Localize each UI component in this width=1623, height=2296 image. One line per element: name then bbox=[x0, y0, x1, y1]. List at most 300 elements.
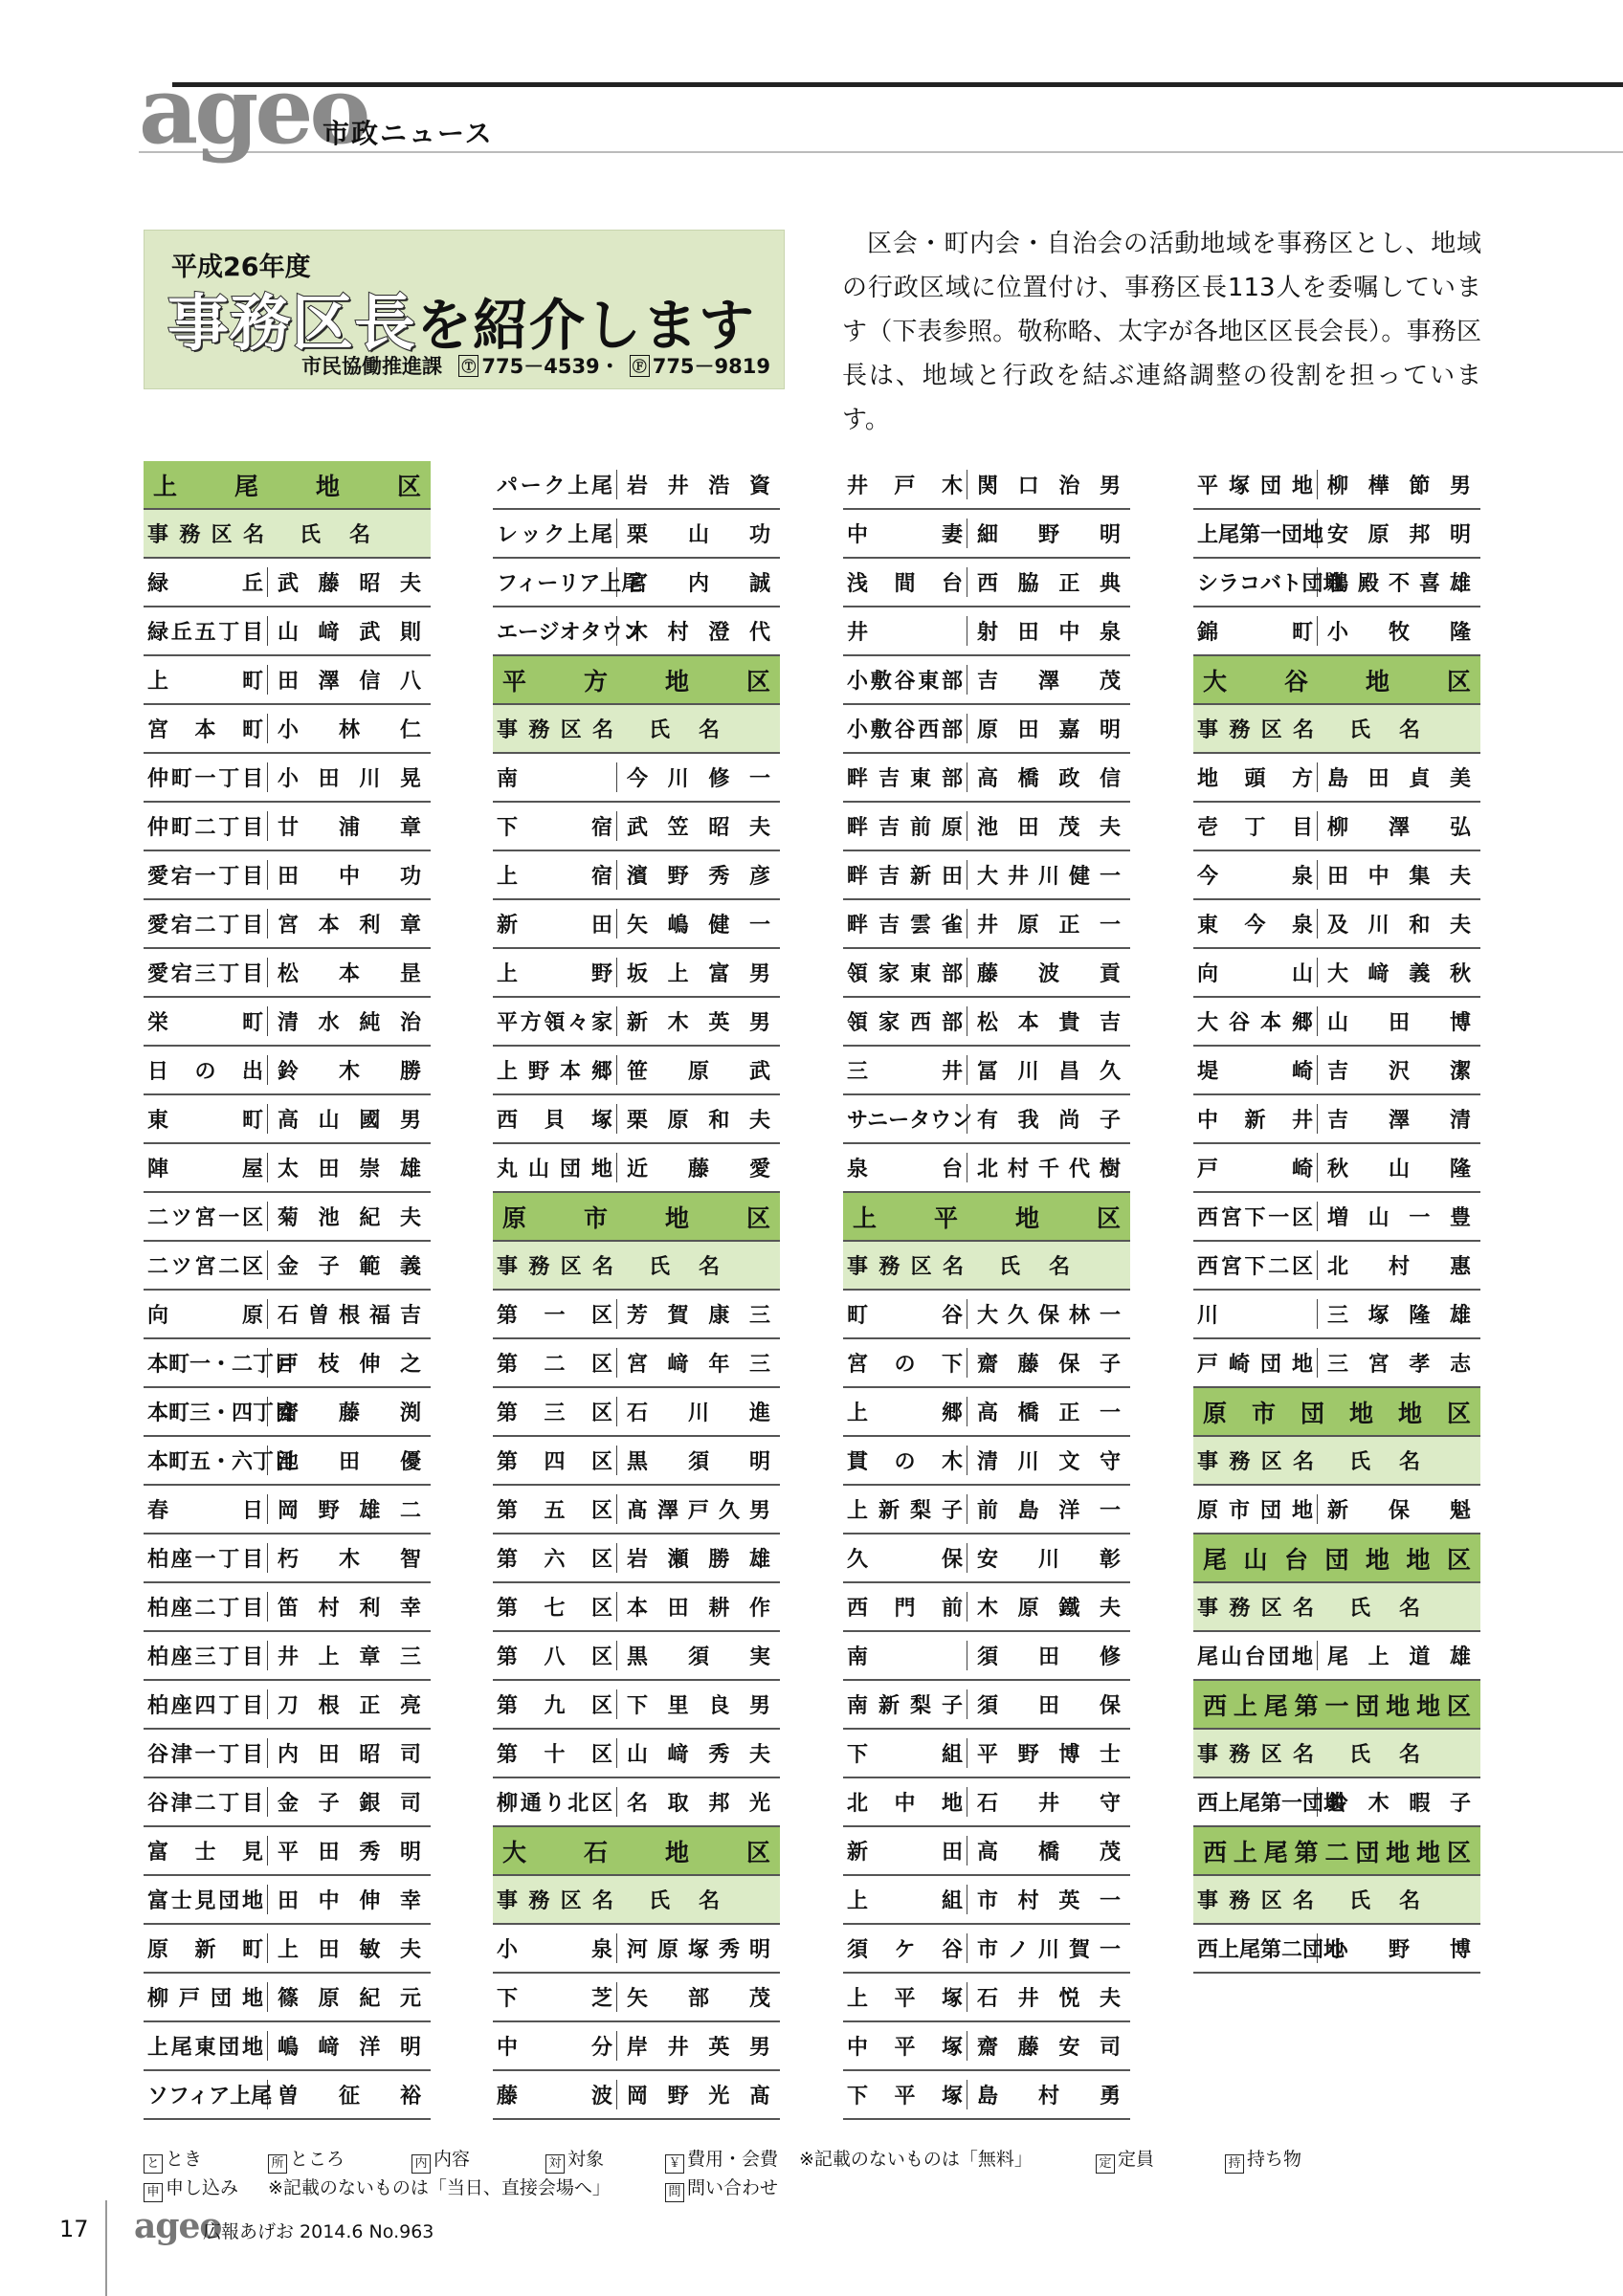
person-name: 池田優 bbox=[278, 1450, 421, 1474]
header-person-name: 氏名 bbox=[1348, 1743, 1449, 1767]
legend-label: 対象 bbox=[567, 2149, 605, 2170]
person-name: 木村澄代 bbox=[627, 621, 770, 645]
area-name: 仲町一丁目 bbox=[144, 762, 268, 792]
table-row bbox=[144, 1827, 431, 1876]
legend-teiin bbox=[1096, 2145, 1154, 2174]
area-name: 上野本郷 bbox=[493, 1055, 617, 1085]
table-row bbox=[493, 1974, 780, 2022]
district-name: 大石地区 bbox=[502, 1838, 770, 1866]
table-row bbox=[144, 803, 431, 851]
person-name: 黒須明 bbox=[627, 1450, 770, 1474]
table-row bbox=[144, 754, 431, 803]
person-name: 前島洋一 bbox=[977, 1499, 1121, 1523]
table-row bbox=[493, 2071, 780, 2120]
table-row bbox=[1193, 949, 1480, 998]
legend-label: 問い合わせ bbox=[687, 2177, 779, 2198]
area-name: 南 bbox=[843, 1641, 967, 1670]
header-area-name: 事務区名 bbox=[1197, 1743, 1314, 1767]
person-name: 岩井浩資 bbox=[627, 475, 770, 498]
area-name: 藤波 bbox=[493, 2080, 617, 2109]
table-row bbox=[144, 2071, 431, 2120]
table-row bbox=[144, 1388, 431, 1437]
area-name: 第八区 bbox=[493, 1641, 617, 1670]
person-name: 冨川昌久 bbox=[977, 1060, 1121, 1084]
person-name: 高山國男 bbox=[278, 1109, 421, 1133]
table-row bbox=[144, 1778, 431, 1827]
area-name: 東今泉 bbox=[1193, 909, 1318, 938]
area-name: フィーリア上尾 bbox=[493, 567, 617, 597]
person-name: 山田博 bbox=[1327, 1011, 1471, 1035]
area-name: 新田 bbox=[843, 1836, 967, 1866]
header-person-name: 氏名 bbox=[1348, 1597, 1449, 1621]
person-name: 高橋政信 bbox=[977, 767, 1121, 791]
header-person-name: 氏名 bbox=[998, 1255, 1099, 1279]
table-row bbox=[843, 1632, 1130, 1681]
table-row bbox=[493, 1534, 780, 1583]
table-column-3 bbox=[843, 461, 1130, 2120]
table-row bbox=[144, 1144, 431, 1193]
hiyou-icon: ￥ bbox=[665, 2154, 684, 2174]
table-row bbox=[1193, 900, 1480, 949]
person-name: 田中功 bbox=[278, 865, 421, 889]
person-name: 曽征裕 bbox=[278, 2085, 421, 2108]
area-name: 第十区 bbox=[493, 1738, 617, 1768]
table-row bbox=[493, 1388, 780, 1437]
table-row bbox=[843, 510, 1130, 559]
table-row bbox=[843, 1730, 1130, 1778]
person-name: 河原塚秀明 bbox=[627, 1938, 770, 1962]
table-row bbox=[843, 607, 1130, 656]
tel-icon: Ⓣ bbox=[458, 355, 478, 377]
area-name: 須ケ谷 bbox=[843, 1933, 967, 1963]
table-row bbox=[493, 1778, 780, 1827]
area-name: 原新町 bbox=[144, 1933, 268, 1963]
person-name: 岩瀬勝雄 bbox=[627, 1548, 770, 1572]
district-name: 原市地区 bbox=[502, 1203, 770, 1232]
table-row bbox=[493, 1486, 780, 1534]
area-name: 本町三・四丁目 bbox=[144, 1397, 268, 1426]
table-row bbox=[843, 2071, 1130, 2120]
table-row bbox=[493, 1681, 780, 1730]
district-name: 上平地区 bbox=[853, 1203, 1121, 1232]
legend-mochimono bbox=[1225, 2145, 1301, 2174]
table-row bbox=[144, 1242, 431, 1291]
column-header-row bbox=[843, 1242, 1130, 1291]
person-name: 笛村利幸 bbox=[278, 1597, 421, 1621]
table-row bbox=[144, 1681, 431, 1730]
person-name: 北村千代樹 bbox=[977, 1158, 1121, 1181]
table-row bbox=[1193, 559, 1480, 607]
area-name: 畔吉新田 bbox=[843, 860, 967, 890]
person-name: 朽木智 bbox=[278, 1548, 421, 1572]
area-name: 北中地 bbox=[843, 1787, 967, 1817]
banner-title-small: を紹介します bbox=[416, 293, 756, 358]
person-name: 田中集夫 bbox=[1327, 865, 1471, 889]
title-banner bbox=[144, 230, 785, 389]
table-row bbox=[1193, 1632, 1480, 1681]
area-name: 愛宕一丁目 bbox=[144, 860, 268, 890]
area-name: 柳通り北区 bbox=[493, 1787, 617, 1817]
mochimono-icon: 持 bbox=[1225, 2154, 1244, 2174]
person-name: 岡野光髙 bbox=[627, 2085, 770, 2108]
table-row bbox=[843, 1144, 1130, 1193]
area-name: 上組 bbox=[843, 1885, 967, 1914]
person-name: 武笠昭夫 bbox=[627, 816, 770, 840]
person-name: 矢部茂 bbox=[627, 1987, 770, 2011]
table-row bbox=[843, 1388, 1130, 1437]
banner-title-big: 事務区長 bbox=[167, 289, 416, 360]
district-header bbox=[1193, 1681, 1480, 1730]
area-name: 中分 bbox=[493, 2031, 617, 2061]
header-area-name: 事務区名 bbox=[1197, 718, 1314, 742]
area-name: 柳戸団地 bbox=[144, 1982, 268, 2012]
area-name: 中妻 bbox=[843, 519, 967, 548]
table-row bbox=[144, 656, 431, 705]
area-name: 井戸木 bbox=[843, 470, 967, 499]
table-row bbox=[1193, 1339, 1480, 1388]
table-row bbox=[843, 1437, 1130, 1486]
header-person-name: 氏名 bbox=[1348, 1889, 1449, 1913]
area-name: 二ツ宮一区 bbox=[144, 1202, 268, 1231]
table-row bbox=[843, 2022, 1130, 2071]
area-name: 二ツ宮二区 bbox=[144, 1250, 268, 1280]
header-area-name: 事務区名 bbox=[497, 1889, 613, 1913]
banner-title bbox=[167, 275, 755, 363]
table-row bbox=[843, 559, 1130, 607]
toiawase-icon: 問 bbox=[665, 2183, 684, 2202]
table-row bbox=[1193, 1291, 1480, 1339]
person-name: 増山一豊 bbox=[1327, 1206, 1471, 1230]
table-row bbox=[1193, 1486, 1480, 1534]
table-row bbox=[144, 1534, 431, 1583]
area-name: 緑丘五丁目 bbox=[144, 616, 268, 646]
table-row bbox=[843, 1291, 1130, 1339]
legend-label: 内容 bbox=[434, 2149, 471, 2170]
district-name: 西上尾第二団地地区 bbox=[1203, 1838, 1471, 1866]
legend-naiyou bbox=[411, 2145, 470, 2174]
district-header bbox=[493, 1193, 780, 1242]
area-name: 富士見団地 bbox=[144, 1885, 268, 1914]
table-row bbox=[144, 1095, 431, 1144]
table-row bbox=[493, 1632, 780, 1681]
area-name: パーク上尾 bbox=[493, 470, 617, 499]
person-name: 及川和夫 bbox=[1327, 914, 1471, 938]
table-row bbox=[843, 1974, 1130, 2022]
district-header bbox=[1193, 1827, 1480, 1876]
legend-label: 申し込み bbox=[166, 2177, 239, 2198]
area-name: 第六区 bbox=[493, 1543, 617, 1573]
area-name: 本町五・六丁目 bbox=[144, 1446, 268, 1475]
table-row bbox=[493, 1925, 780, 1974]
area-name: 西貝塚 bbox=[493, 1104, 617, 1134]
person-name: 藤波貢 bbox=[977, 962, 1121, 986]
area-name: 畔吉東部 bbox=[843, 762, 967, 792]
area-name: 大谷本郷 bbox=[1193, 1006, 1318, 1036]
person-name: 石曽根福吉 bbox=[278, 1304, 421, 1328]
person-name: 栗原和夫 bbox=[627, 1109, 770, 1133]
area-name: 錦町 bbox=[1193, 616, 1318, 646]
legend-taishou bbox=[545, 2145, 604, 2174]
tokoro-icon: 所 bbox=[268, 2154, 287, 2174]
column-header-row bbox=[493, 1876, 780, 1925]
district-header bbox=[1193, 1534, 1480, 1583]
toki-icon: と bbox=[144, 2154, 163, 2174]
person-name: 尾上道雄 bbox=[1327, 1645, 1471, 1669]
person-name: 清川文守 bbox=[977, 1450, 1121, 1474]
legend-moushikomi bbox=[144, 2174, 238, 2202]
person-name: 芳賀康三 bbox=[627, 1304, 770, 1328]
table-row bbox=[144, 705, 431, 754]
header-person-name: 氏名 bbox=[648, 1255, 748, 1279]
table-row bbox=[1193, 607, 1480, 656]
area-name: 第九区 bbox=[493, 1689, 617, 1719]
table-row bbox=[144, 559, 431, 607]
person-name: 山﨑武則 bbox=[278, 621, 421, 645]
district-header bbox=[493, 656, 780, 705]
table-row bbox=[144, 1047, 431, 1095]
area-name: 平塚団地 bbox=[1193, 470, 1318, 499]
person-name: 岸井英男 bbox=[627, 2036, 770, 2060]
area-name: 上町 bbox=[144, 665, 268, 695]
table-row bbox=[493, 510, 780, 559]
person-name: 戸枝伸之 bbox=[278, 1353, 421, 1377]
area-name: 町谷 bbox=[843, 1299, 967, 1329]
person-name: 廿浦章 bbox=[278, 816, 421, 840]
person-name: 三宮孝志 bbox=[1327, 1353, 1471, 1377]
area-name: 壱丁目 bbox=[1193, 811, 1318, 841]
area-name: 愛宕三丁目 bbox=[144, 958, 268, 987]
person-name: 齋藤安司 bbox=[977, 2036, 1121, 2060]
person-name: 平田秀明 bbox=[278, 1841, 421, 1865]
area-name: 宮の下 bbox=[843, 1348, 967, 1378]
person-name: 吉澤清 bbox=[1327, 1109, 1471, 1133]
table-row bbox=[493, 1047, 780, 1095]
district-header bbox=[1193, 1388, 1480, 1437]
area-name: 仲町二丁目 bbox=[144, 811, 268, 841]
person-name: 武藤昭夫 bbox=[278, 572, 421, 596]
person-name: 小牧隆 bbox=[1327, 621, 1471, 645]
table-row bbox=[144, 1925, 431, 1974]
area-name: 東町 bbox=[144, 1104, 268, 1134]
table-row bbox=[144, 1974, 431, 2022]
legend-label: 持ち物 bbox=[1247, 2149, 1302, 2170]
table-row bbox=[493, 754, 780, 803]
area-name: 上宿 bbox=[493, 860, 617, 890]
table-row bbox=[1193, 998, 1480, 1047]
table-row bbox=[843, 1876, 1130, 1925]
table-row bbox=[144, 2022, 431, 2071]
person-name: 金子範義 bbox=[278, 1255, 421, 1279]
person-name: 濱野秀彦 bbox=[627, 865, 770, 889]
area-name: 下平塚 bbox=[843, 2080, 967, 2109]
header-area-name: 事務区名 bbox=[1197, 1597, 1314, 1621]
area-name: 井 bbox=[843, 616, 967, 646]
footer-rule bbox=[105, 2200, 107, 2296]
area-name: 戸崎団地 bbox=[1193, 1348, 1318, 1378]
person-name: 本田耕作 bbox=[627, 1597, 770, 1621]
table-row bbox=[144, 949, 431, 998]
person-name: 木原鐵夫 bbox=[977, 1597, 1121, 1621]
header-area-name: 事務区名 bbox=[847, 1255, 964, 1279]
legend-label: とき bbox=[166, 2149, 203, 2170]
person-name: 新保魁 bbox=[1327, 1499, 1471, 1523]
area-name: 谷津二丁目 bbox=[144, 1787, 268, 1817]
table-row bbox=[493, 803, 780, 851]
person-name: 上田敏夫 bbox=[278, 1938, 421, 1962]
header-person-name: 氏名 bbox=[1348, 1450, 1449, 1474]
person-name: 鈴木暇子 bbox=[1327, 1792, 1471, 1816]
table-row bbox=[144, 900, 431, 949]
area-name: 地頭方 bbox=[1193, 762, 1318, 792]
table-row bbox=[144, 607, 431, 656]
area-name: 愛宕二丁目 bbox=[144, 909, 268, 938]
header-area-name: 事務区名 bbox=[1197, 1889, 1314, 1913]
dept-name: 市民協働推進課 bbox=[301, 355, 443, 378]
area-name: 柏座一丁目 bbox=[144, 1543, 268, 1573]
section-title: 市政ニュース bbox=[322, 118, 494, 149]
teiin-icon: 定 bbox=[1096, 2154, 1115, 2174]
area-name: 本町一・二丁目 bbox=[144, 1348, 268, 1378]
person-name: 射田中泉 bbox=[977, 621, 1121, 645]
district-name: 尾山台団地地区 bbox=[1203, 1545, 1471, 1574]
table-row bbox=[1193, 1778, 1480, 1827]
table-row bbox=[843, 900, 1130, 949]
area-name: 上新梨子 bbox=[843, 1494, 967, 1524]
person-name: 北村惠 bbox=[1327, 1255, 1471, 1279]
person-name: 名取邦光 bbox=[627, 1792, 770, 1816]
table-row bbox=[144, 1339, 431, 1388]
area-name: 川 bbox=[1193, 1299, 1318, 1329]
person-name: 細野明 bbox=[977, 523, 1121, 547]
area-name: 南 bbox=[493, 762, 617, 792]
person-name: 齋藤保子 bbox=[977, 1353, 1121, 1377]
area-name: シラコバト団地 bbox=[1193, 567, 1318, 597]
table-row bbox=[843, 1047, 1130, 1095]
header-area-name: 事務区名 bbox=[497, 718, 613, 742]
person-name: 小田川晃 bbox=[278, 767, 421, 791]
column-header-row bbox=[1193, 1730, 1480, 1778]
area-name: 谷津一丁目 bbox=[144, 1738, 268, 1768]
table-row bbox=[843, 1339, 1130, 1388]
district-name: 原市団地地区 bbox=[1203, 1399, 1471, 1427]
area-name: 第四区 bbox=[493, 1446, 617, 1475]
district-header bbox=[843, 1193, 1130, 1242]
table-row bbox=[843, 1681, 1130, 1730]
district-name: 平方地区 bbox=[502, 667, 770, 695]
person-name: 池田茂夫 bbox=[977, 816, 1121, 840]
column-header-row bbox=[493, 1242, 780, 1291]
legend-tokoro bbox=[268, 2145, 345, 2174]
person-name: 田中伸幸 bbox=[278, 1889, 421, 1913]
area-name: 中平塚 bbox=[843, 2031, 967, 2061]
area-name: 上尾東団地 bbox=[144, 2031, 268, 2061]
person-name: 須田修 bbox=[977, 1645, 1121, 1669]
header-area-name: 事務区名 bbox=[497, 1255, 613, 1279]
area-name: 貫の木 bbox=[843, 1446, 967, 1475]
fax-number: 775－9819 bbox=[652, 355, 770, 378]
table-row bbox=[843, 1095, 1130, 1144]
taishou-icon: 対 bbox=[545, 2154, 565, 2174]
area-name: 下芝 bbox=[493, 1982, 617, 2012]
table-row bbox=[493, 461, 780, 510]
person-name: 笹原武 bbox=[627, 1060, 770, 1084]
area-name: 小敷谷西部 bbox=[843, 714, 967, 743]
person-name: 清水純治 bbox=[278, 1011, 421, 1035]
table-row bbox=[1193, 1095, 1480, 1144]
person-name: 新木英男 bbox=[627, 1011, 770, 1035]
district-header bbox=[1193, 656, 1480, 705]
area-name: 上尾第一団地 bbox=[1193, 519, 1318, 548]
person-name: 高橋正一 bbox=[977, 1402, 1121, 1425]
area-name: 柏座二丁目 bbox=[144, 1592, 268, 1622]
person-name: 大久保林一 bbox=[977, 1304, 1121, 1328]
table-row bbox=[1193, 461, 1480, 510]
table-row bbox=[1193, 1047, 1480, 1095]
person-name: 平野博士 bbox=[977, 1743, 1121, 1767]
table-row bbox=[493, 1095, 780, 1144]
person-name: 市村英一 bbox=[977, 1889, 1121, 1913]
banner-contact: 市民協働推進課 Ⓣ 775－4539・ Ⓕ 775－9819 bbox=[301, 355, 770, 378]
person-name: 近藤愛 bbox=[627, 1158, 770, 1181]
page-number: 17 bbox=[59, 2216, 89, 2242]
person-name: 坂上富男 bbox=[627, 962, 770, 986]
legend-label: ところ bbox=[290, 2149, 345, 2170]
person-name: 吉澤茂 bbox=[977, 670, 1121, 694]
table-row bbox=[493, 2022, 780, 2071]
table-row bbox=[144, 851, 431, 900]
header-person-name: 氏名 bbox=[1348, 718, 1449, 742]
table-row bbox=[843, 705, 1130, 754]
table-row bbox=[144, 1583, 431, 1632]
table-row bbox=[843, 1486, 1130, 1534]
table-row bbox=[493, 1437, 780, 1486]
person-name: 有我尚子 bbox=[977, 1109, 1121, 1133]
person-name: 石井守 bbox=[977, 1792, 1121, 1816]
area-name: 第二区 bbox=[493, 1348, 617, 1378]
area-name: 畔吉雲雀 bbox=[843, 909, 967, 938]
person-name: 吉沢潔 bbox=[1327, 1060, 1471, 1084]
table-row bbox=[843, 754, 1130, 803]
table-row bbox=[843, 461, 1130, 510]
table-row bbox=[144, 1876, 431, 1925]
person-name: 齋藤渕 bbox=[278, 1402, 421, 1425]
area-name: 中新井 bbox=[1193, 1104, 1318, 1134]
person-name: 関口治男 bbox=[977, 475, 1121, 498]
table-row bbox=[493, 559, 780, 607]
table-row bbox=[1193, 851, 1480, 900]
table-row bbox=[1193, 803, 1480, 851]
table-row bbox=[1193, 1144, 1480, 1193]
area-name: 西門前 bbox=[843, 1592, 967, 1622]
area-name: 戸崎 bbox=[1193, 1153, 1318, 1182]
area-name: ソフィア上尾 bbox=[144, 2080, 268, 2109]
person-name: 刀根正亮 bbox=[278, 1694, 421, 1718]
area-name: 南新梨子 bbox=[843, 1689, 967, 1719]
table-row bbox=[144, 1486, 431, 1534]
area-name: 尾山台団地 bbox=[1193, 1641, 1318, 1670]
table-row bbox=[1193, 1242, 1480, 1291]
person-name: 鵜殿不喜雄 bbox=[1327, 572, 1471, 596]
area-name: 柏座三丁目 bbox=[144, 1641, 268, 1670]
person-name: 安原邦明 bbox=[1327, 523, 1471, 547]
legend-label: 費用・会費 bbox=[687, 2149, 779, 2170]
person-name: 須田保 bbox=[977, 1694, 1121, 1718]
table-row bbox=[1193, 754, 1480, 803]
table-row bbox=[843, 949, 1130, 998]
table-row bbox=[493, 900, 780, 949]
header-person-name: 氏名 bbox=[299, 523, 399, 547]
table-row bbox=[493, 1339, 780, 1388]
